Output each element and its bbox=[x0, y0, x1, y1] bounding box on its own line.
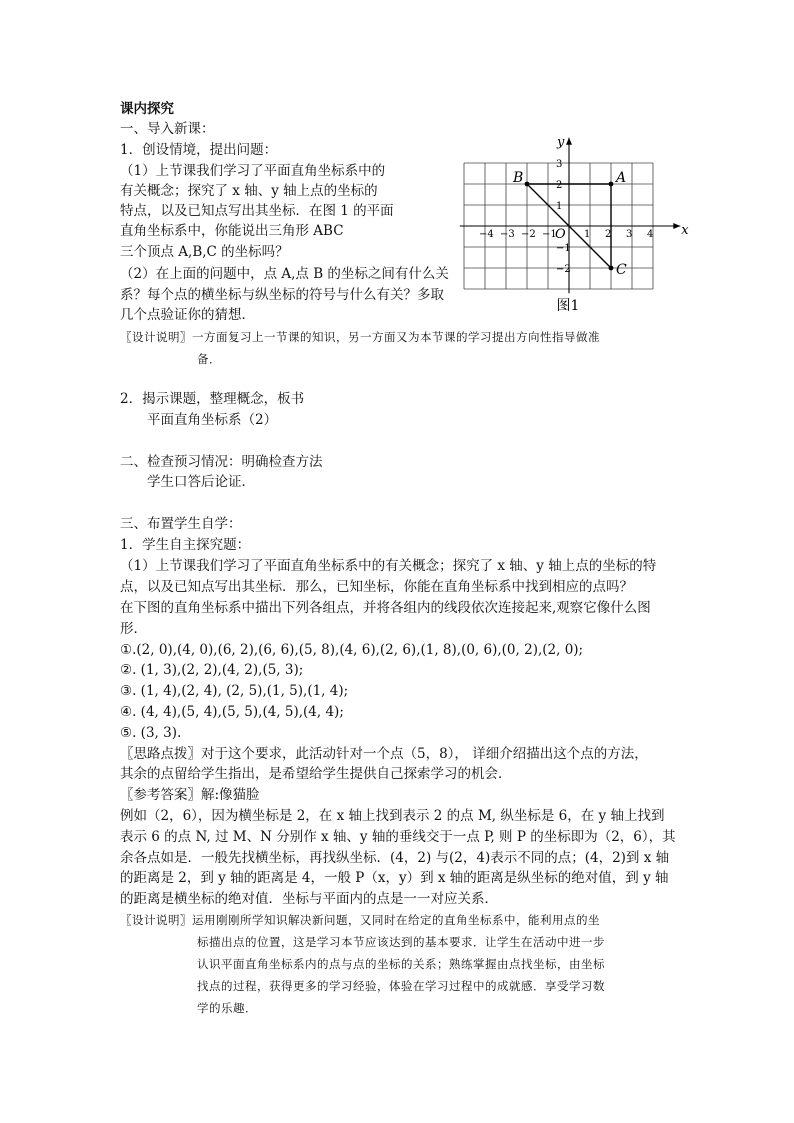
s3-p-line: （1）上节课我们学习了平面直角坐标系中的有关概念；探究了 x 轴、y 轴上点的坐标的特 bbox=[120, 558, 657, 574]
point-group: ④. (4, 4),(5, 4),(5, 5),(4, 5),(4, 4); bbox=[120, 704, 344, 720]
s3-p-line: 点，以及已知点写出其坐标．那么，已知坐标，你能在直角坐标系中找到相应的点吗？ bbox=[120, 579, 633, 595]
answer-line: 表示 6 的点 N, 过 M、N 分别作 x 轴、y 轴的垂线交于一点 P, 则 P 的坐标即为（2，6），其 bbox=[120, 829, 676, 845]
section2-text: 学生口答后论证． bbox=[147, 474, 255, 490]
page-heading: 课内探究 bbox=[120, 101, 174, 117]
origin-label: O bbox=[555, 227, 566, 242]
point-group: ③. (1, 4),(2, 4), (2, 5),(1, 5),(1, 4); bbox=[120, 683, 349, 699]
s1-p1-line: 三个顶点 A,B,C 的坐标吗？ bbox=[120, 244, 289, 260]
s1-p1-line: （1）上节课我们学习了平面直角坐标系中的 bbox=[120, 163, 386, 179]
s3-design-note-line: 〖设计说明〗运用刚刚所学知识解决新问题，又同时在给定的直角坐标系中，能利用点的坐 bbox=[120, 913, 600, 927]
vertex-point-b bbox=[525, 182, 530, 187]
s1-design-note-line: 〖设计说明〗一方面复习上一节课的知识，另一方面又为本节课的学习提出方向性指导做准 bbox=[120, 330, 600, 344]
y-tick-label: −1 bbox=[556, 243, 571, 254]
s1-p2-line: 几个点验证你的猜想． bbox=[120, 307, 255, 323]
section1-sub2: 2．揭示课题，整理概念，板书 bbox=[120, 391, 305, 407]
hint-line: 其余的点留给学生指出，是希望给学生提供自己探索学习的机会． bbox=[120, 766, 512, 782]
y-tick-label: 1 bbox=[556, 201, 563, 212]
s3-design-note-line: 认识平面直角坐标系内的点与点的坐标的关系；熟练掌握由点找坐标，由坐标 bbox=[197, 957, 605, 971]
x-tick-label: 3 bbox=[626, 229, 633, 240]
vertex-point-c bbox=[609, 266, 614, 271]
answer-line: 例如（2，6），因为横坐标是 2，在 x 轴上找到表示 2 的点 M, 纵坐标是 6，在 y 轴上找到 bbox=[120, 808, 665, 824]
section1-sub1: 1．创设情境，提出问题： bbox=[120, 142, 278, 158]
y-tick-label: 2 bbox=[556, 180, 563, 191]
section1-title: 一、导入新课： bbox=[120, 121, 215, 137]
x-axis-arrow bbox=[673, 223, 680, 229]
s3-design-note-line: 找点的过程，获得更多的学习经验，体验在学习过程中的成就感．享受学习数 bbox=[197, 979, 605, 993]
answer-line: 的距离是 2，到 y 轴的距离是 4，一般 P（x，y）到 x 轴的距离是纵坐标的绝对值，到 y 轴 bbox=[120, 870, 669, 886]
point-group: ⑤. (3, 3). bbox=[120, 725, 182, 741]
s1-p1-line: 直角坐标系中，你能说出三角形 ABC bbox=[120, 223, 344, 239]
s1-p1-line: 特点，以及已知点写出其坐标．在图 1 的平面 bbox=[120, 203, 394, 219]
section3-title: 三、布置学生自学： bbox=[120, 516, 242, 532]
y-axis-label: y bbox=[557, 134, 565, 150]
y-tick-label: 3 bbox=[556, 159, 563, 170]
x-tick-label: −4 bbox=[479, 229, 494, 240]
vertex-label-a: A bbox=[616, 170, 627, 186]
answer-line: 余各点如是．一般先找横坐标，再找纵坐标．(4，2) 与(2，4)表示不同的点；(4，2)到 x 轴 bbox=[120, 850, 670, 866]
vertex-label-c: C bbox=[616, 262, 627, 278]
s1-p2-line: 系？每个点的横坐标与纵坐标的符号与什么有关？多取 bbox=[120, 287, 444, 303]
x-tick-label: 4 bbox=[647, 229, 654, 240]
s3-p-line: 在下图的直角坐标系中描出下列各组点，并将各组内的线段依次连接起来,观察它像什么图 bbox=[120, 600, 651, 616]
board-title: 平面直角坐标系（2） bbox=[147, 412, 278, 428]
figure-caption: 图1 bbox=[556, 298, 580, 314]
point-group: ①.(2, 0),(4, 0),(6, 2),(6, 6),(5, 8),(4, 6),(2, 6),(1, 8),(0, 6),(0, 2),(2, 0); bbox=[120, 642, 584, 658]
y-axis-arrow bbox=[566, 138, 572, 145]
point-group: ②. (1, 3),(2, 2),(4, 2),(5, 3); bbox=[120, 662, 304, 678]
hint-line: 〖思路点拨〗对于这个要求，此活动针对一个点（5，8）， 详细介绍描出这个点的方法， bbox=[120, 746, 648, 762]
s3-design-note-line: 标描出点的位置，这是学习本节应该达到的基本要求．让学生在活动中进一步 bbox=[197, 935, 605, 949]
x-tick-label: 2 bbox=[605, 229, 612, 240]
s1-design-note-line: 备． bbox=[197, 352, 221, 366]
s3-p-line: 形． bbox=[120, 621, 147, 637]
figure-coordinate-plane bbox=[468, 128, 689, 318]
x-tick-label: −1 bbox=[542, 229, 557, 240]
y-tick-label: −2 bbox=[556, 264, 571, 275]
answer-title: 〖参考答案〗解:像猫脸 bbox=[120, 787, 260, 803]
axes bbox=[460, 135, 690, 293]
section3-sub1: 1．学生自主探究题： bbox=[120, 537, 251, 553]
x-tick-label: −2 bbox=[521, 229, 536, 240]
s3-design-note-line: 学的乐趣． bbox=[197, 1001, 257, 1015]
s1-p2-line: （2）在上面的问题中，点 A,点 B 的坐标之间有什么关 bbox=[120, 266, 449, 282]
vertex-point-a bbox=[609, 182, 614, 187]
x-tick-label: 1 bbox=[584, 229, 591, 240]
answer-line: 的距离是横坐标的绝对值．坐标与平面内的点是一一对应关系． bbox=[120, 891, 498, 907]
section2-title: 二、检查预习情况：明确检查方法 bbox=[120, 454, 323, 470]
x-axis-label: x bbox=[681, 223, 689, 238]
tick-labels bbox=[479, 159, 653, 275]
vertex-label-b: B bbox=[513, 170, 524, 186]
s1-p1-line: 有关概念；探究了 x 轴、y 轴上点的坐标的 bbox=[120, 183, 378, 199]
x-tick-label: −3 bbox=[500, 229, 515, 240]
